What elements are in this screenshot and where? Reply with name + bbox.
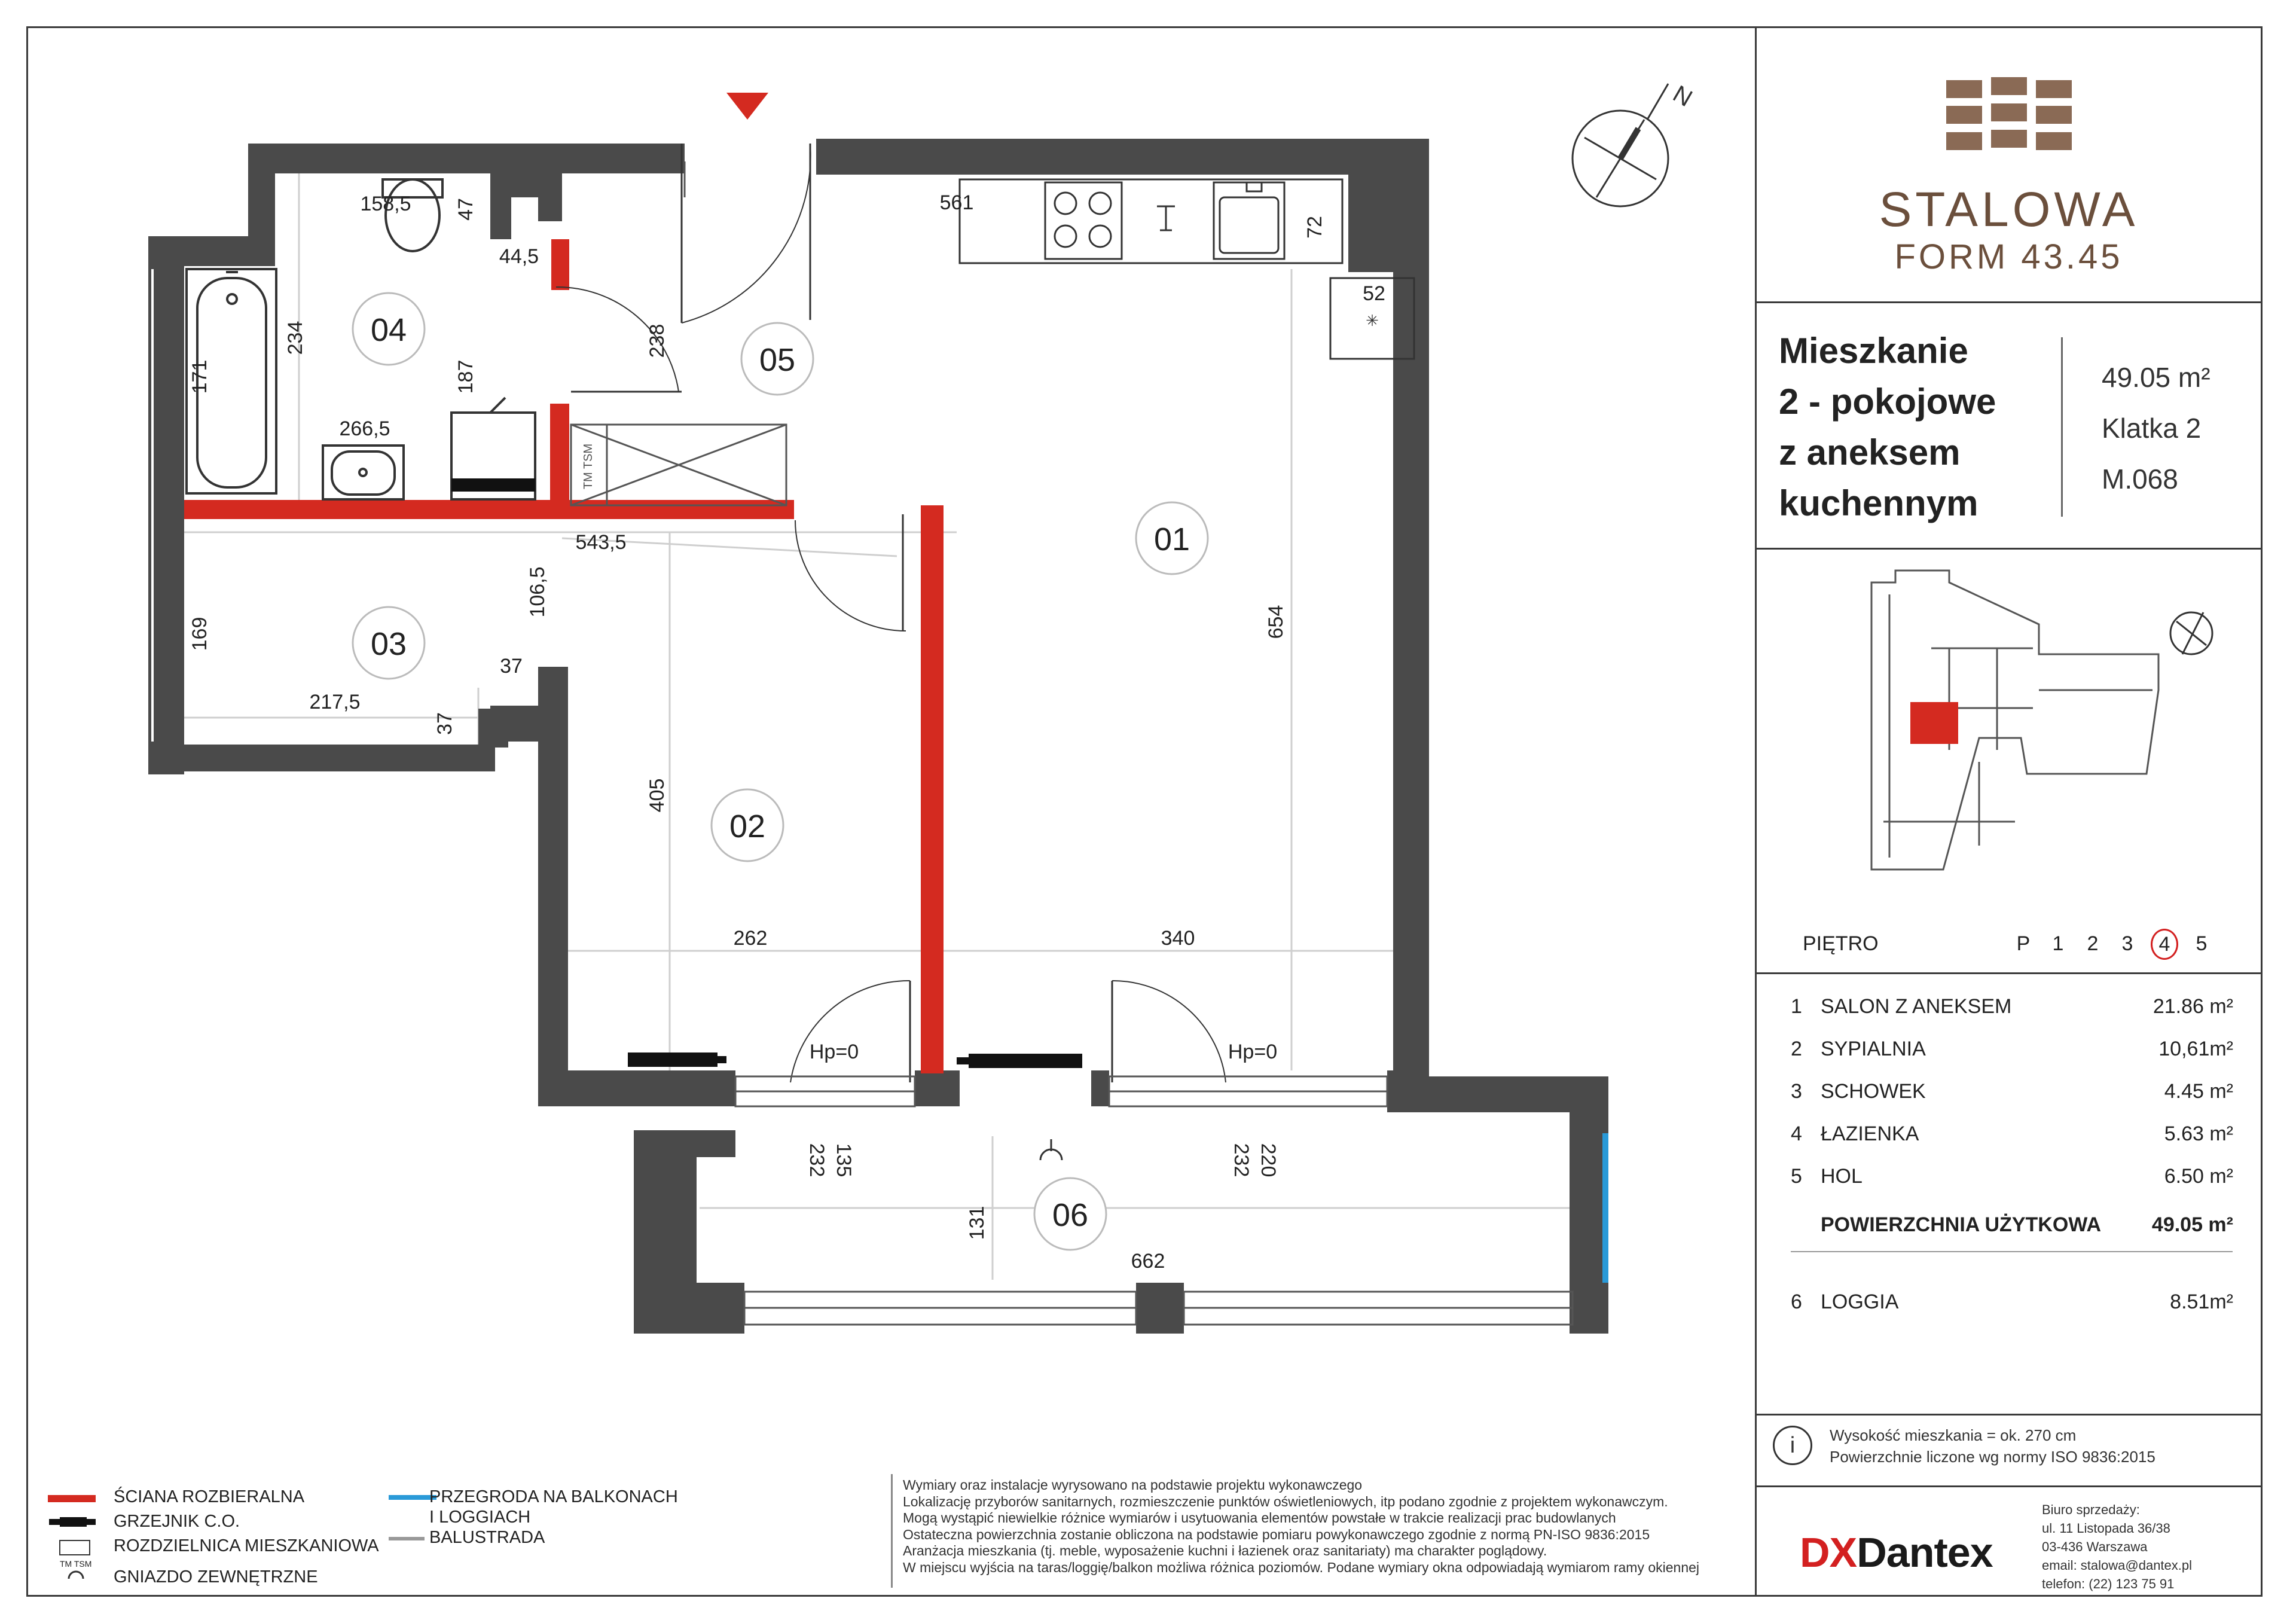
disclaimer-line: Lokalizację przyborów sanitarnych, rozmieszczenie punktów oświetleniowych, itp podano zgodnie z projektem wykonawczym. (903, 1493, 1668, 1509)
legend-balustrade: BALUSTRADA (429, 1528, 545, 1547)
developer-logo: DXDantex (1800, 1529, 1993, 1576)
room-name: HOL (1821, 1165, 1863, 1188)
room-label-04: 04 (370, 312, 407, 348)
dim-232-b: 232 (1230, 1143, 1253, 1177)
info-norm: Powierzchnie liczone wg normy ISO 9836:2015 (1830, 1448, 2155, 1466)
contact-line: Biuro sprzedaży: (2042, 1502, 2140, 1517)
contact-email[interactable]: email: stalowa@dantex.pl (2042, 1558, 2193, 1573)
dim-217-5: 217,5 (309, 691, 361, 713)
floor-1[interactable]: 1 (2052, 932, 2064, 955)
room-num: 2 (1791, 1038, 1802, 1060)
title-line: z aneksem (1779, 432, 1961, 472)
room-row (1791, 1080, 2233, 1122)
dim-44-5: 44,5 (499, 245, 539, 268)
room-area: 4.45 m² (2164, 1080, 2233, 1103)
room-row (1791, 1038, 2233, 1080)
compass (1573, 84, 1668, 206)
rooms-table (1791, 995, 2233, 1333)
dim-266-5: 266,5 (339, 417, 390, 440)
info-icon: i (1773, 1426, 1812, 1465)
threshold-label-left: Hp=0 (809, 1041, 859, 1063)
room-area: 10,61m² (2158, 1038, 2233, 1060)
room-row (1791, 1165, 2233, 1207)
dim-135: 135 (832, 1143, 855, 1177)
contact-line: 03-436 Warszawa (2042, 1539, 2148, 1554)
disclaimer-line: W miejscu wyjścia na taras/loggię/balkon możliwa różnica poziomów. Podane wymiary okna odpowiadają wymiarom ramy okiennej (903, 1559, 1700, 1575)
room-area: 6.50 m² (2164, 1165, 2233, 1188)
legend-removable-wall: ŚCIANA ROZBIERALNA (114, 1487, 305, 1506)
room-name: ŁAZIENKA (1821, 1122, 1919, 1145)
room-area: 8.51m² (2170, 1291, 2233, 1313)
separator (1755, 972, 2263, 974)
brand-logo-icon (1946, 77, 2078, 167)
dim-234: 234 (284, 321, 307, 355)
dim-187: 187 (454, 359, 477, 394)
floor-label: PIĘTRO (1803, 932, 1879, 955)
floor-3[interactable]: 3 (2121, 932, 2133, 955)
toilet (383, 179, 442, 251)
disclaimer (903, 1477, 1728, 1576)
room-row (1791, 995, 2233, 1038)
dim-52: 52 (1363, 282, 1385, 305)
room-label-03: 03 (370, 626, 407, 662)
dim-262: 262 (733, 927, 768, 950)
total-area: 49.05 m² (2151, 1213, 2233, 1236)
room-label-05: 05 (759, 342, 796, 378)
kitchen-counter (960, 179, 1342, 263)
room-name: LOGGIA (1821, 1291, 1899, 1313)
disclaimer-line: Mogą wystąpić niewielkie różnice wymiarów i usytuowania elementów powstałe w trakcie realizacji prac budowlanych (903, 1510, 1616, 1526)
floor-4-active[interactable]: 4 (2151, 929, 2178, 960)
title-divider (2061, 337, 2063, 517)
room-area: 21.86 m² (2152, 995, 2233, 1018)
title-line: kuchennym (1779, 483, 1979, 523)
separator (1755, 548, 2263, 550)
info-text (1830, 1424, 2155, 1468)
bathroom-sink (323, 446, 404, 499)
total-separator (1791, 1251, 2233, 1252)
room-name: SALON Z ANEKSEM (1821, 995, 2012, 1018)
floor-2[interactable]: 2 (2087, 932, 2099, 955)
room-label-01: 01 (1153, 521, 1190, 557)
legend-distribution: ROZDZIELNICA MIESZKANIOWA (114, 1536, 379, 1555)
floor-5[interactable]: 5 (2196, 932, 2208, 955)
developer-name: Dantex (1857, 1529, 1993, 1576)
separator (1755, 1485, 2263, 1487)
contact-line: ul. 11 Listopada 36/38 (2042, 1521, 2170, 1536)
threshold-label-right: Hp=0 (1228, 1041, 1278, 1063)
room-num: 4 (1791, 1122, 1802, 1145)
dim-72: 72 (1303, 216, 1326, 239)
total-area-row (1791, 1213, 2233, 1256)
dim-131: 131 (966, 1206, 988, 1240)
apartment-meta (2102, 352, 2210, 505)
loggia-partition (1602, 1133, 1608, 1283)
dim-238: 238 (646, 324, 668, 358)
dim-37-b: 37 (433, 712, 456, 735)
apartment-area: 49.05 m² (2102, 362, 2210, 393)
brand-name: STALOWA (1879, 182, 2139, 237)
legend-partition-1: PRZEGRODA NA BALKONACH (429, 1487, 678, 1506)
dim-561: 561 (939, 191, 974, 214)
brand-subtitle: FORM 43.45 (1894, 237, 2123, 276)
legend-radiator: GRZEJNIK C.O. (114, 1512, 240, 1531)
disclaimer-divider (891, 1474, 893, 1588)
dim-220: 220 (1257, 1143, 1280, 1177)
disclaimer-line: Ostateczna powierzchnia zostanie obliczona na podstawie pomiaru powykonawczego zgodnie z normą PN-ISO 9836:2015 (903, 1526, 1650, 1542)
room-area: 5.63 m² (2164, 1122, 2233, 1145)
floor-p[interactable]: P (2016, 932, 2031, 955)
room-name: SCHOWEK (1821, 1080, 1926, 1103)
dim-232-a: 232 (805, 1143, 828, 1177)
dim-158-5: 158,5 (360, 193, 411, 215)
room-num: 6 (1791, 1291, 1802, 1313)
loggia-row (1791, 1291, 2233, 1333)
apartment-title (1779, 325, 1996, 529)
dim-47: 47 (454, 198, 477, 221)
developer-contact (2042, 1500, 2192, 1593)
room-num: 1 (1791, 995, 1802, 1018)
room-name: SYPIALNIA (1821, 1038, 1926, 1060)
title-line: Mieszkanie (1779, 331, 1968, 371)
dim-169: 169 (188, 617, 211, 651)
info-height: Wysokość mieszkania = ok. 270 cm (1830, 1426, 2077, 1444)
dim-171: 171 (188, 359, 211, 394)
external-socket (1040, 1139, 1062, 1160)
total-label: POWIERZCHNIA UŻYTKOWA (1821, 1213, 2102, 1236)
legend-tm-label: TM TSM (60, 1559, 92, 1569)
dim-662: 662 (1131, 1250, 1165, 1273)
room-row (1791, 1122, 2233, 1165)
contact-phone[interactable]: telefon: (22) 123 75 91 (2042, 1576, 2175, 1591)
sidebar (1755, 26, 2263, 1597)
room-num: 5 (1791, 1165, 1802, 1188)
disclaimer-line: Wymiary oraz instalacje wyrysowano na podstawie projektu wykonawczego (903, 1477, 1363, 1493)
doors (556, 144, 1226, 1082)
dim-340: 340 (1161, 927, 1195, 950)
separator (1755, 301, 2263, 303)
disclaimer-line: Aranżacja mieszkania (tj. meble, wyposażenie kuchni i łazienek oraz sanitariaty) ma charakter poglądowy. (903, 1543, 1547, 1558)
floor-selector (2012, 932, 2213, 960)
dim-106-5: 106,5 (526, 566, 549, 618)
dim-37-a: 37 (500, 655, 523, 678)
apartment-unit: M.068 (2102, 463, 2178, 495)
dim-543-5: 543,5 (575, 531, 627, 554)
legend-partition-2: I LOGGIACH (429, 1508, 531, 1527)
apartment-staircase: Klatka 2 (2102, 413, 2202, 444)
dim-405: 405 (646, 778, 668, 813)
title-line: 2 - pokojowe (1779, 382, 1996, 422)
key-plan (1860, 559, 2242, 935)
distribution-box (571, 425, 786, 505)
tm-label: TM TSM (582, 443, 595, 490)
legend-socket: GNIAZDO ZEWNĘTRZNE (114, 1567, 318, 1587)
compass-letter: N (1668, 80, 1697, 112)
dim-654: 654 (1265, 605, 1287, 639)
entrance-arrow (726, 93, 768, 120)
svg-text:✳: ✳ (1366, 312, 1379, 330)
room-num: 3 (1791, 1080, 1802, 1103)
room-label-06: 06 (1052, 1197, 1089, 1233)
room-label-02: 02 (729, 809, 766, 844)
separator (1755, 1414, 2263, 1415)
